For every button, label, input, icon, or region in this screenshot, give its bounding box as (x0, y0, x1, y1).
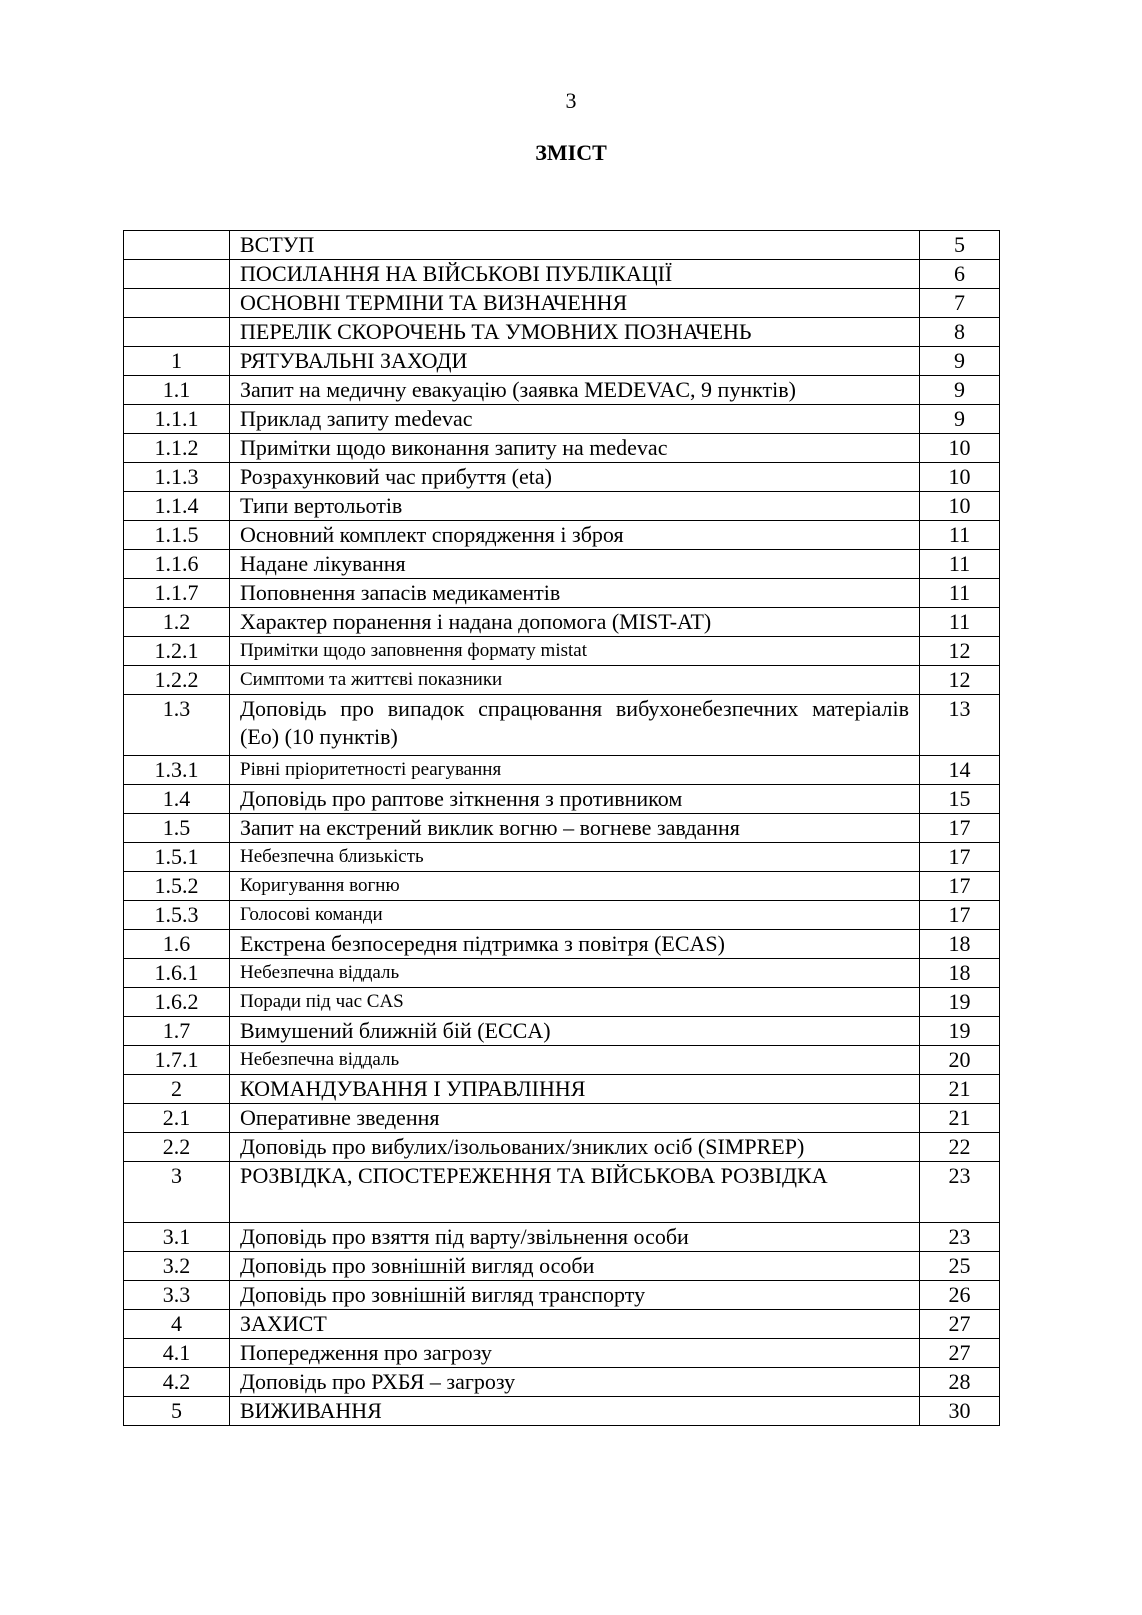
toc-page-number: 11 (920, 550, 1000, 579)
toc-section-title: РЯТУВАЛЬНІ ЗАХОДИ (230, 347, 920, 376)
page-title: ЗМІСТ (535, 140, 607, 165)
toc-row (124, 1133, 1000, 1162)
toc-section-title: Оперативне зведення (230, 1104, 920, 1133)
toc-row (124, 1017, 1000, 1046)
toc-section-number: 1.5.1 (124, 843, 230, 872)
toc-page-number: 14 (920, 756, 1000, 785)
page-number: 3 (565, 88, 577, 113)
toc-row (124, 872, 1000, 901)
toc-row (124, 1162, 1000, 1223)
toc-section-title: ВИЖИВАННЯ (230, 1397, 920, 1426)
toc-section-title: ПОСИЛАННЯ НА ВІЙСЬКОВІ ПУБЛІКАЦІЇ (230, 260, 920, 289)
toc-row (124, 405, 1000, 434)
toc-page-number: 25 (920, 1252, 1000, 1281)
toc-page-number: 11 (920, 579, 1000, 608)
toc-section-title: Небезпечна близькість (230, 843, 920, 872)
toc-section-number: 1.5 (124, 814, 230, 843)
toc-section-title: Характер поранення і надана допомога (MIST-AT) (230, 608, 920, 637)
toc-row (124, 843, 1000, 872)
toc-section-number: 1.2.1 (124, 637, 230, 666)
toc-section-title: Екстрена безпосередня підтримка з повітря (ECAS) (230, 930, 920, 959)
toc-section-title: Примітки щодо заповнення формату mistat (230, 637, 920, 666)
toc-page-number: 9 (920, 347, 1000, 376)
toc-row (124, 260, 1000, 289)
toc-page-number: 19 (920, 1017, 1000, 1046)
toc-page-number: 12 (920, 637, 1000, 666)
toc-row (124, 988, 1000, 1017)
toc-section-title: КОМАНДУВАННЯ І УПРАВЛІННЯ (230, 1075, 920, 1104)
toc-section-number: 1.5.3 (124, 901, 230, 930)
toc-row (124, 1339, 1000, 1368)
toc-section-number: 1.6 (124, 930, 230, 959)
toc-row (124, 289, 1000, 318)
toc-row (124, 550, 1000, 579)
toc-section-number: 1.1.2 (124, 434, 230, 463)
toc-page-number: 11 (920, 521, 1000, 550)
toc-section-number (124, 318, 230, 347)
toc-page-number: 10 (920, 492, 1000, 521)
toc-page-number: 7 (920, 289, 1000, 318)
toc-page-number: 15 (920, 785, 1000, 814)
toc-row (124, 1075, 1000, 1104)
toc-section-number: 1.1.3 (124, 463, 230, 492)
toc-section-title: Доповідь про вибулих/ізольованих/зниклих осіб (SIMPREP) (230, 1133, 920, 1162)
toc-row (124, 231, 1000, 260)
toc-page-number: 18 (920, 959, 1000, 988)
toc-section-number: 4.2 (124, 1368, 230, 1397)
toc-page-number: 26 (920, 1281, 1000, 1310)
toc-row (124, 463, 1000, 492)
toc-page-number: 9 (920, 376, 1000, 405)
toc-section-title: ОСНОВНІ ТЕРМІНИ ТА ВИЗНАЧЕННЯ (230, 289, 920, 318)
toc-section-number: 3.3 (124, 1281, 230, 1310)
toc-section-number: 1.1.6 (124, 550, 230, 579)
toc-page-number: 8 (920, 318, 1000, 347)
toc-section-title: Доповідь про взяття під варту/звільнення особи (230, 1223, 920, 1252)
toc-section-title: Доповідь про зовнішній вигляд транспорту (230, 1281, 920, 1310)
toc-section-number: 1.2.2 (124, 666, 230, 695)
toc-section-number: 1.5.2 (124, 872, 230, 901)
toc-row (124, 1281, 1000, 1310)
toc-section-title: Запит на екстрений виклик вогню – вогневе завдання (230, 814, 920, 843)
toc-section-number: 3.2 (124, 1252, 230, 1281)
toc-section-title: Примітки щодо виконання запиту на medevac (230, 434, 920, 463)
toc-page-number: 18 (920, 930, 1000, 959)
toc-section-number: 1.1 (124, 376, 230, 405)
toc-section-number: 3 (124, 1162, 230, 1223)
toc-section-number (124, 260, 230, 289)
toc-section-number: 1.2 (124, 608, 230, 637)
toc-row (124, 1252, 1000, 1281)
toc-section-title: Рівні пріоритетності реагування (230, 756, 920, 785)
toc-section-number: 1.3 (124, 695, 230, 756)
toc-row (124, 1046, 1000, 1075)
toc-section-title: Доповідь про раптове зіткнення з противником (230, 785, 920, 814)
toc-section-title: Симптоми та життєві показники (230, 666, 920, 695)
toc-section-number: 1.6.2 (124, 988, 230, 1017)
toc-section-number: 1.6.1 (124, 959, 230, 988)
toc-page-number: 12 (920, 666, 1000, 695)
toc-section-title: Голосові команди (230, 901, 920, 930)
toc-row (124, 1368, 1000, 1397)
toc-section-title: Доповідь про зовнішній вигляд особи (230, 1252, 920, 1281)
toc-section-title: ЗАХИСТ (230, 1310, 920, 1339)
toc-row (124, 1223, 1000, 1252)
toc-row (124, 637, 1000, 666)
toc-section-number: 5 (124, 1397, 230, 1426)
toc-page-number: 6 (920, 260, 1000, 289)
toc-section-number: 1.1.7 (124, 579, 230, 608)
toc-row (124, 756, 1000, 785)
toc-page-number: 28 (920, 1368, 1000, 1397)
toc-page-number: 21 (920, 1104, 1000, 1133)
toc-section-title: Доповідь про РХБЯ – загрозу (230, 1368, 920, 1397)
toc-page-number: 17 (920, 872, 1000, 901)
toc-section-number: 4.1 (124, 1339, 230, 1368)
toc-section-title: ПЕРЕЛІК СКОРОЧЕНЬ ТА УМОВНИХ ПОЗНАЧЕНЬ (230, 318, 920, 347)
toc-page-number: 23 (920, 1223, 1000, 1252)
toc-page-number: 17 (920, 901, 1000, 930)
toc-row (124, 959, 1000, 988)
toc-section-title: Вимушений ближній бій (ECCA) (230, 1017, 920, 1046)
toc-section-title: Попередження про загрозу (230, 1339, 920, 1368)
toc-section-title: Поповнення запасів медикаментів (230, 579, 920, 608)
toc-page-number: 17 (920, 814, 1000, 843)
toc-section-number: 2.2 (124, 1133, 230, 1162)
toc-row (124, 579, 1000, 608)
toc-page-number: 23 (920, 1162, 1000, 1223)
toc-page-number: 11 (920, 608, 1000, 637)
toc-row (124, 347, 1000, 376)
toc-section-number: 1.7.1 (124, 1046, 230, 1075)
table-of-contents (123, 230, 1000, 1426)
toc-section-title: Запит на медичну евакуацію (заявка MEDEVAC, 9 пунктів) (230, 376, 920, 405)
toc-section-number: 2 (124, 1075, 230, 1104)
toc-section-title: Коригування вогню (230, 872, 920, 901)
toc-page-number: 21 (920, 1075, 1000, 1104)
toc-page-number: 9 (920, 405, 1000, 434)
toc-page-number: 19 (920, 988, 1000, 1017)
toc-section-title: Типи вертольотів (230, 492, 920, 521)
toc-page-number: 27 (920, 1310, 1000, 1339)
toc-section-title: Поради під час CAS (230, 988, 920, 1017)
toc-page-number: 17 (920, 843, 1000, 872)
toc-page-number: 30 (920, 1397, 1000, 1426)
toc-section-number: 1 (124, 347, 230, 376)
toc-row (124, 376, 1000, 405)
toc-section-title: Доповідь про випадок спрацювання вибухонебезпечних матеріалів (Eo) (10 пунктів) (230, 695, 920, 756)
toc-row (124, 434, 1000, 463)
toc-row (124, 608, 1000, 637)
toc-section-number: 1.4 (124, 785, 230, 814)
toc-row (124, 930, 1000, 959)
toc-row (124, 1397, 1000, 1426)
toc-row (124, 695, 1000, 756)
toc-page-number: 10 (920, 434, 1000, 463)
toc-row (124, 785, 1000, 814)
toc-section-number: 1.3.1 (124, 756, 230, 785)
toc-section-number (124, 231, 230, 260)
toc-page-number: 5 (920, 231, 1000, 260)
toc-page-number: 27 (920, 1339, 1000, 1368)
toc-page-number: 13 (920, 695, 1000, 756)
toc-section-number: 1.1.1 (124, 405, 230, 434)
toc-row (124, 318, 1000, 347)
toc-section-title: ВСТУП (230, 231, 920, 260)
toc-section-number: 1.1.5 (124, 521, 230, 550)
toc-section-title: Небезпечна віддаль (230, 959, 920, 988)
toc-page-number: 20 (920, 1046, 1000, 1075)
toc-section-title: Приклад запиту medevac (230, 405, 920, 434)
toc-row (124, 814, 1000, 843)
toc-section-title: Розрахунковий час прибуття (eta) (230, 463, 920, 492)
toc-section-title: Надане лікування (230, 550, 920, 579)
toc-section-title: Небезпечна віддаль (230, 1046, 920, 1075)
toc-section-number: 4 (124, 1310, 230, 1339)
toc-row (124, 521, 1000, 550)
toc-section-number: 1.1.4 (124, 492, 230, 521)
toc-page-number: 22 (920, 1133, 1000, 1162)
toc-section-number (124, 289, 230, 318)
toc-section-title: РОЗВІДКА, СПОСТЕРЕЖЕННЯ ТА ВІЙСЬКОВА РОЗВІДКА (230, 1162, 920, 1223)
toc-section-number: 2.1 (124, 1104, 230, 1133)
toc-row (124, 666, 1000, 695)
toc-page-number: 10 (920, 463, 1000, 492)
toc-section-title: Основний комплект спорядження і зброя (230, 521, 920, 550)
toc-row (124, 901, 1000, 930)
toc-row (124, 1104, 1000, 1133)
toc-section-number: 3.1 (124, 1223, 230, 1252)
toc-row (124, 492, 1000, 521)
toc-row (124, 1310, 1000, 1339)
toc-section-number: 1.7 (124, 1017, 230, 1046)
